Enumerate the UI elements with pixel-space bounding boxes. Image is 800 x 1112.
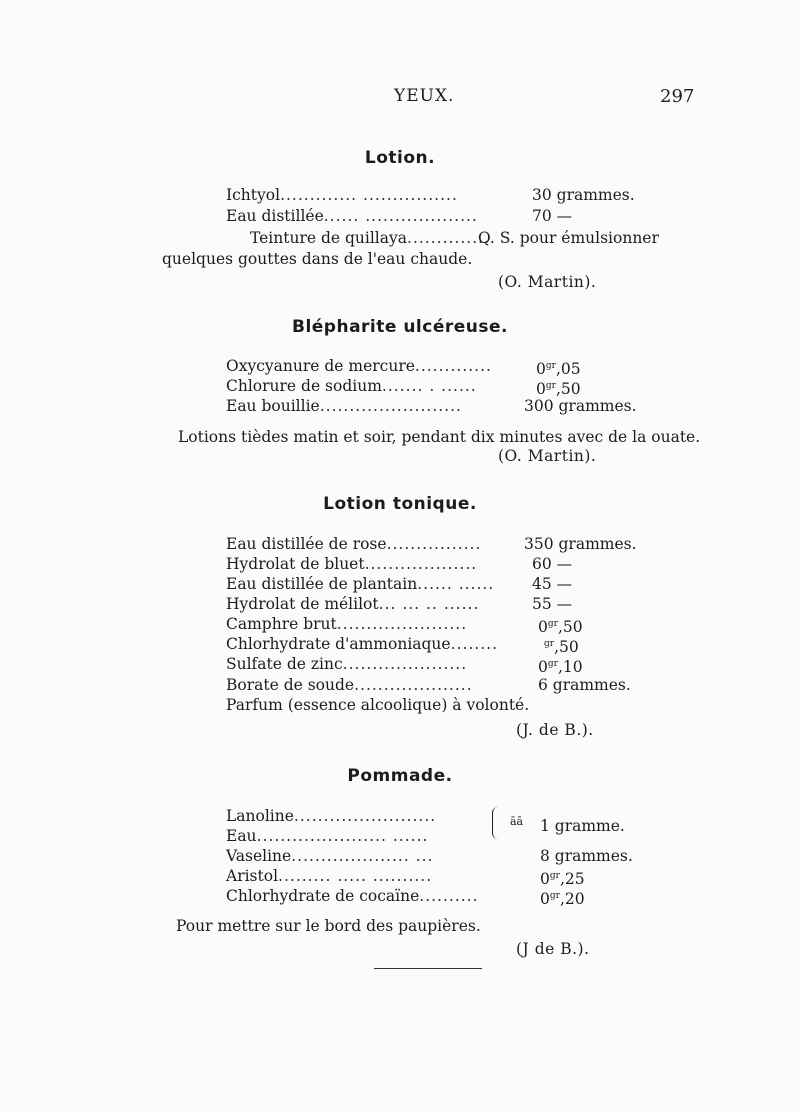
ingredient-quantity: $0^{gr},20$ — [540, 890, 585, 908]
ingredient-quantity: 300 grammes. — [524, 397, 637, 415]
ingredient-name: Eau distillée — [226, 207, 324, 225]
ingredient-quantity: $0^{gr},25$ — [540, 870, 585, 888]
page-number: 297 — [660, 86, 695, 107]
leader-dots: ........ — [450, 635, 499, 653]
recipe-line — [0, 846, 800, 866]
section-heading-pommade: Pommade. — [347, 766, 453, 786]
recipe-note: quelques gouttes dans de l'eau chaude. — [162, 250, 473, 268]
section-heading-blepharite: Blépharite ulcéreuse. — [291, 317, 508, 337]
recipe-line — [0, 554, 800, 574]
ingredient-name: Eau distillée de plantain — [226, 575, 418, 593]
leader-dots: ............. ................ — [280, 186, 458, 204]
recipe-line — [0, 634, 800, 654]
leader-dots: ................ — [386, 535, 482, 553]
ingredient-name: Chlorhydrate de cocaïne — [226, 887, 420, 905]
ingredient-name: Vaseline — [226, 847, 292, 865]
ingredient-quantity: 1 gramme. — [540, 817, 625, 835]
ingredient-name: Teinture de quillaya — [250, 229, 408, 247]
ingredient-name: Ichtyol — [226, 186, 281, 204]
ingredient-name: Eau — [226, 827, 257, 845]
recipe-line — [0, 886, 800, 906]
leader-dots: ................... — [364, 555, 478, 573]
ingredient-quantity: $0^{gr},05$ — [536, 360, 581, 378]
source-citation: (J de B.). — [516, 940, 590, 958]
end-rule — [374, 968, 482, 969]
leader-dots: ........................ — [319, 397, 462, 415]
ingredient-name: Hydrolat de mélilot — [226, 595, 379, 613]
ingredient-quantity: $0^{gr},50$ — [536, 380, 581, 398]
ingredient-quantity: $0^{gr},10$ — [538, 658, 583, 676]
ingredient-name: Lanoline — [226, 807, 294, 825]
recipe-line — [0, 356, 800, 376]
leader-dots: ...... ...... — [417, 575, 495, 593]
recipe-line — [0, 396, 800, 416]
recipe-line — [0, 675, 800, 695]
recipe-line — [0, 534, 800, 554]
recipe-line — [0, 614, 800, 634]
recipe-note: Lotions tièdes matin et soir, pendant dix minutes avec de la ouate. — [178, 428, 701, 446]
ingredient-quantity: 70 — — [532, 207, 573, 225]
ingredient-quantity: 55 — — [532, 595, 573, 613]
source-citation: (J. de B.). — [516, 721, 594, 739]
leader-dots: ...................... — [336, 615, 468, 633]
ingredient-name: Sulfate de zinc — [226, 655, 343, 673]
leader-dots: ............. — [414, 357, 492, 375]
recipe-line — [0, 806, 800, 826]
ingredient-quantity: 350 grammes. — [524, 535, 637, 553]
leader-dots: ....... . ...... — [381, 377, 477, 395]
recipe-line — [0, 376, 800, 396]
recipe-line — [0, 594, 800, 614]
ingredient-name: Borate de soude — [226, 676, 355, 694]
recipe-line — [0, 206, 800, 226]
source-citation: (O. Martin). — [498, 273, 597, 291]
ingredient-quantity: $^{gr}$,50 — [544, 638, 579, 656]
ingredient-name: Camphre brut — [226, 615, 337, 633]
section-heading-lotion-tonique: Lotion tonique. — [323, 494, 477, 514]
recipe-line — [0, 654, 800, 674]
ingredient-quantity: 8 grammes. — [540, 847, 633, 865]
source-citation: (O. Martin). — [498, 447, 597, 465]
ingredient-quantity: $0^{gr},50$ — [538, 618, 583, 636]
ingredient-quantity: 60 — — [532, 555, 573, 573]
recipe-note: Parfum (essence alcoolique) à volonté. — [226, 696, 530, 714]
ingredient-quantity: Q. S. pour émulsionner — [478, 229, 659, 247]
ingredient-name: Hydrolat de bluet — [226, 555, 365, 573]
leader-dots: .................... — [354, 676, 473, 694]
leader-dots: .......... — [419, 887, 479, 905]
leader-dots: ........................ — [293, 807, 437, 825]
ingredient-name: Aristol — [226, 867, 279, 885]
recipe-note: Pour mettre sur le bord des paupières. — [176, 917, 481, 935]
leader-dots: .............. — [407, 229, 490, 247]
leader-dots: ......... ..... .......... — [278, 867, 433, 885]
leader-dots: ..................... — [342, 655, 468, 673]
section-heading-lotion: Lotion. — [364, 148, 436, 168]
grouping-brace — [492, 807, 501, 839]
recipe-line — [0, 574, 800, 594]
ingredient-quantity: 30 grammes. — [532, 186, 635, 204]
recipe-line — [0, 866, 800, 886]
running-header — [0, 86, 800, 110]
ingredient-name: Eau distillée de rose — [226, 535, 387, 553]
recipe-line — [0, 185, 800, 205]
ingredient-name: Oxycyanure de mercure — [226, 357, 415, 375]
leader-dots: .................... ... — [291, 847, 434, 865]
leader-dots: ... ... .. ...... — [378, 595, 480, 613]
ingredient-name: Chlorure de sodium — [226, 377, 382, 395]
recipe-line — [0, 826, 800, 846]
chapter-title: YEUX. — [394, 86, 455, 106]
ingredient-name: Chlorhydrate d'ammoniaque — [226, 635, 451, 653]
recipe-line — [0, 228, 800, 248]
ingredient-name: Eau bouillie — [226, 397, 320, 415]
ingredient-quantity: 45 — — [532, 575, 573, 593]
leader-dots: ...................... ...... — [256, 827, 429, 845]
ana-abbreviation: āā — [510, 815, 524, 828]
ingredient-quantity: 6 grammes. — [538, 676, 631, 694]
leader-dots: ...... ................... — [323, 207, 478, 225]
